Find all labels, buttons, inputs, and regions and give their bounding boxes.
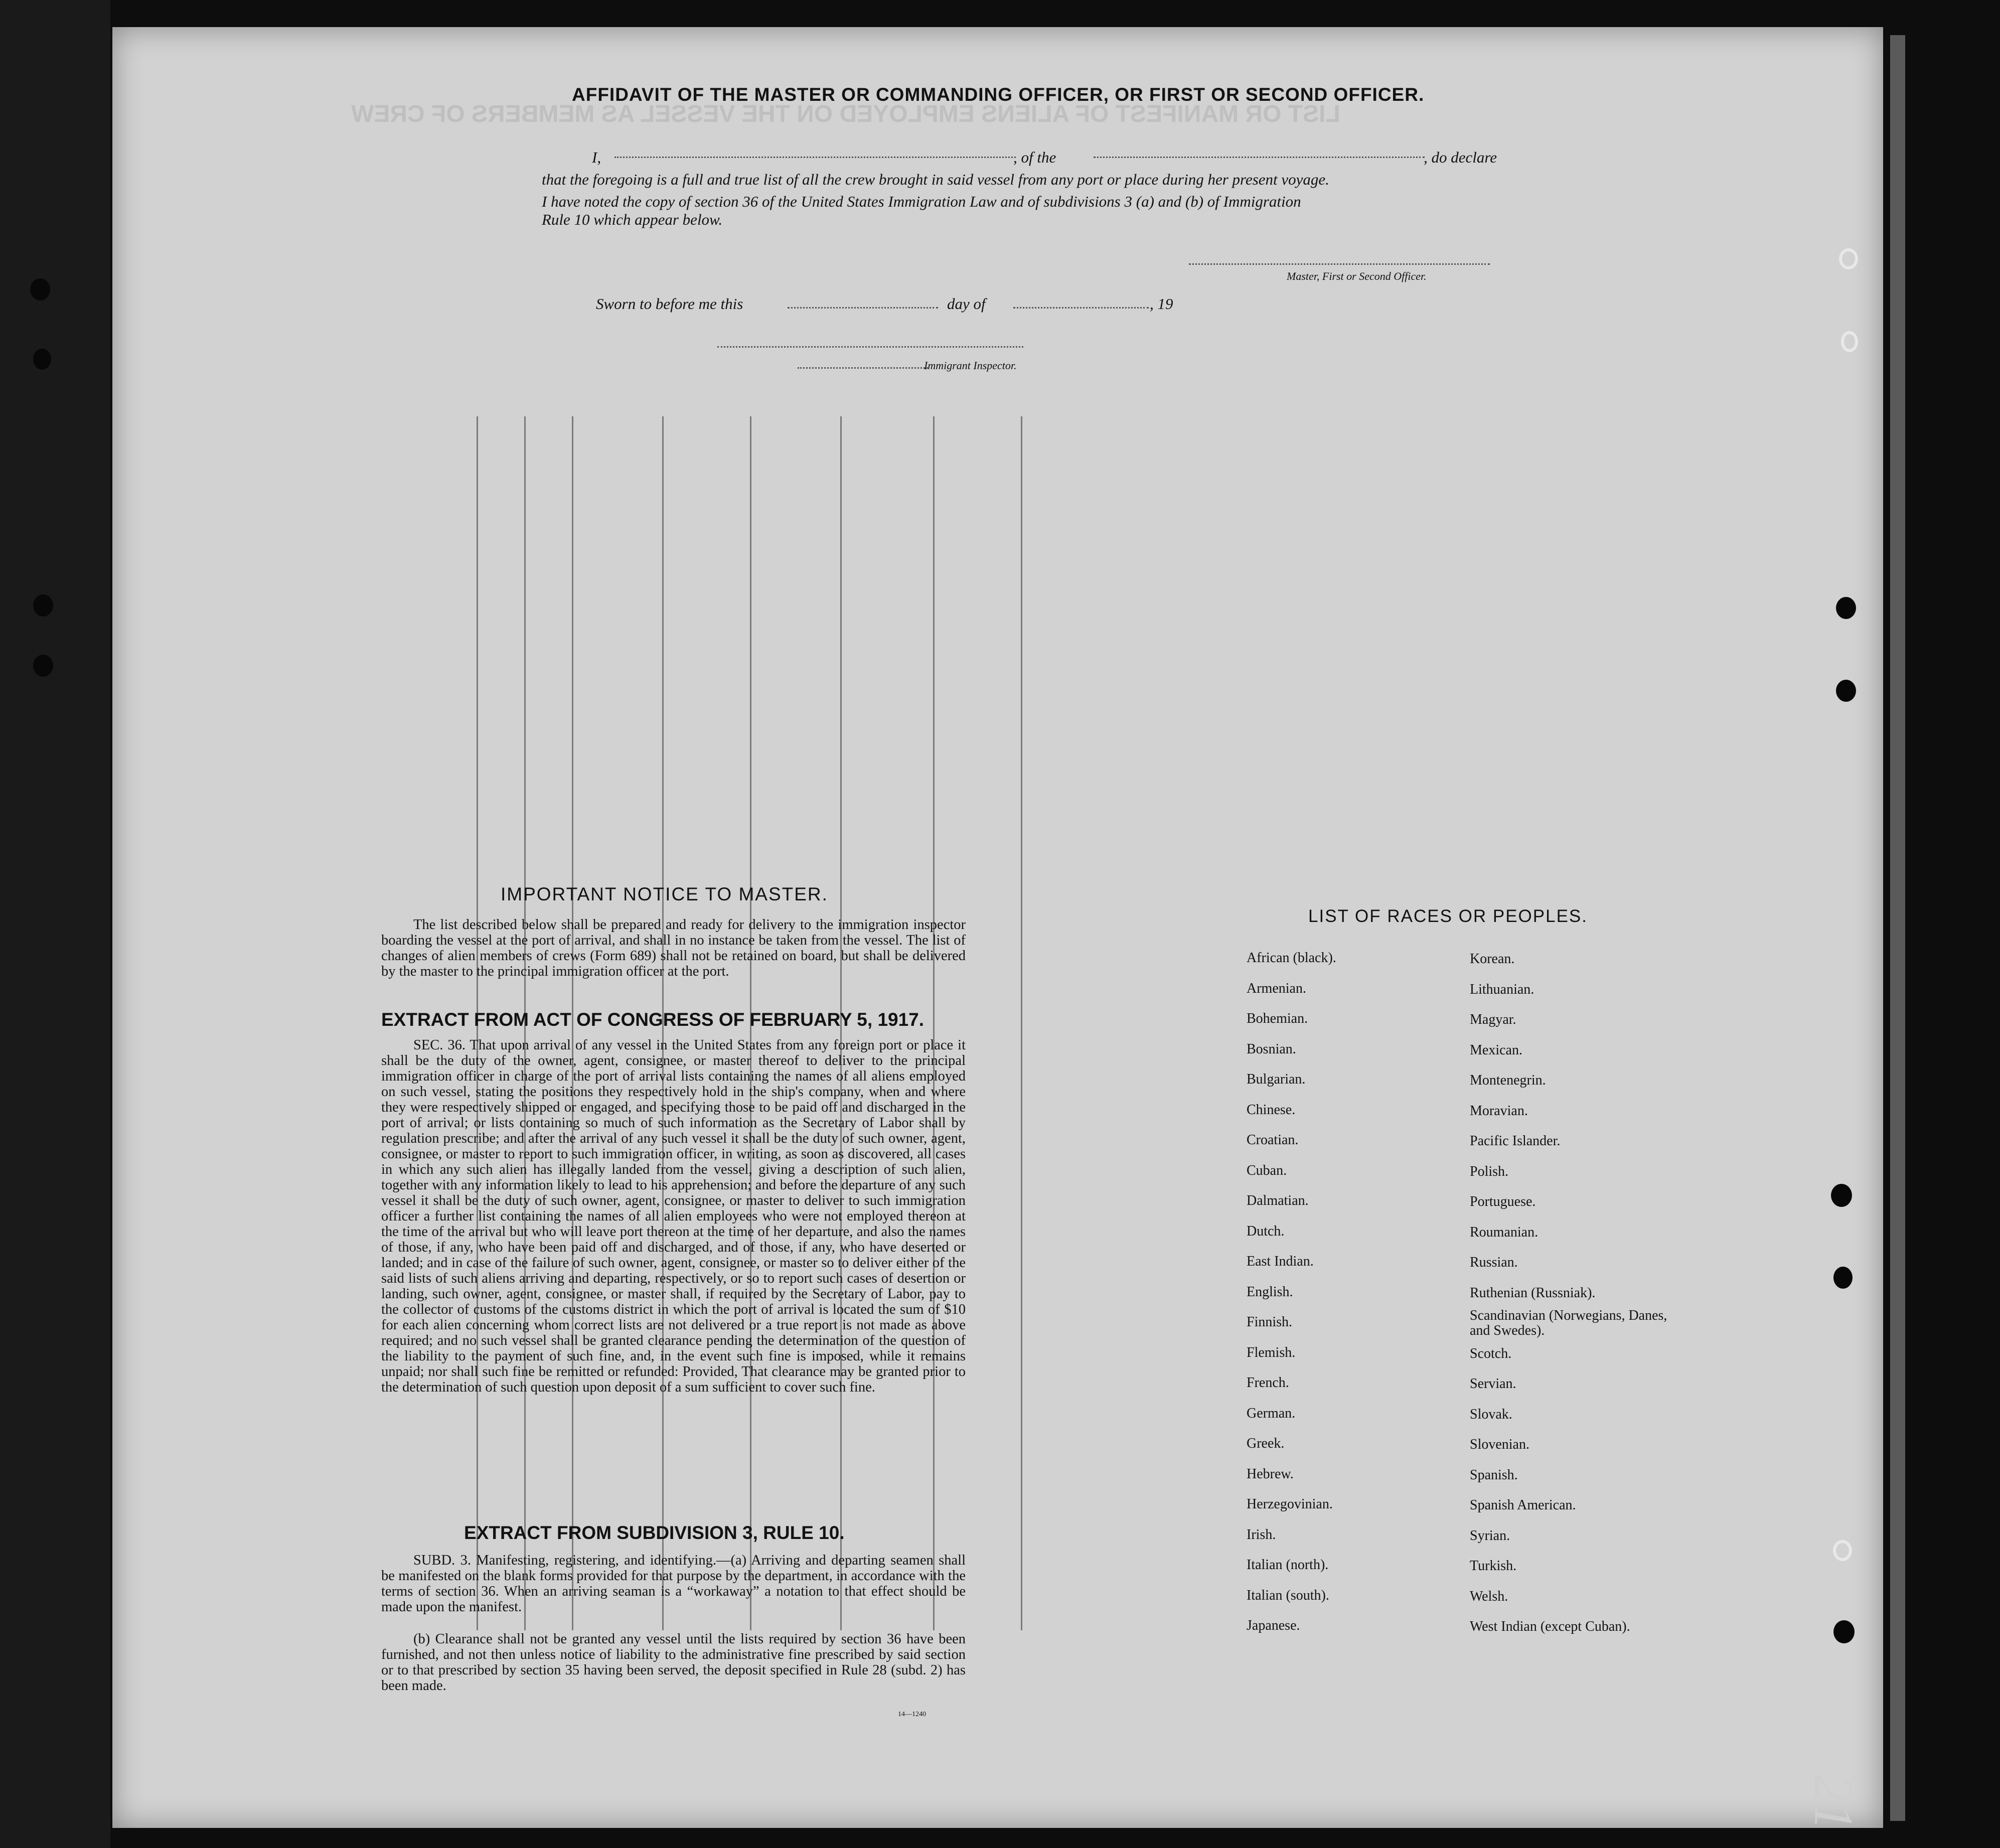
race-entry: Irish.: [1247, 1526, 1276, 1543]
race-entry: Greek.: [1247, 1436, 1285, 1451]
rule-extract-text-b: (b) Clearance shall not be granted any vessel until the lists required by section 36 have been furnished, and not then unless notice of liability to the administrative fine prescribed by said section or to that prescribed by section 35 having been served, the deposit specified in Rule 28 (subd. 2) has been made.: [381, 1631, 966, 1693]
binding-hole-ring: [1833, 1540, 1852, 1561]
binding-hole: [33, 655, 53, 677]
column-rule: [933, 416, 935, 1630]
inspector-label: Immigrant Inspector.: [924, 359, 1017, 372]
rule-extract-text-a: SUBD. 3. Manifesting, registering, and identifying.—(a) Arriving and departing seamen shall be manifested on the blank forms provided for that purpose by the department, in accordance with the terms of section 36. When an arriving seaman is a “workaway” a notation to that effect should be made upon the manifest.: [381, 1553, 966, 1615]
race-entry: Bulgarian.: [1247, 1071, 1306, 1087]
race-entry: Servian.: [1470, 1376, 1516, 1392]
race-entry: Flemish.: [1247, 1344, 1296, 1360]
race-entry: Polish.: [1470, 1163, 1509, 1179]
affidavit-i: I,: [592, 148, 601, 166]
binding-hole: [1833, 1620, 1855, 1643]
race-entry: Cuban.: [1247, 1162, 1287, 1178]
binding-hole: [30, 278, 50, 300]
sworn-month-line: [1013, 307, 1149, 309]
races-title: LIST OF RACES OR PEOPLES.: [1308, 906, 1588, 926]
race-entry: Syrian.: [1470, 1527, 1510, 1544]
affidavit-title: AFFIDAVIT OF THE MASTER OR COMMANDING OFFICER, OR FIRST OR SECOND OFFICER.: [572, 84, 1425, 105]
binding-hole: [1831, 1184, 1852, 1207]
race-entry: Spanish.: [1470, 1467, 1518, 1483]
race-entry: Bohemian.: [1247, 1011, 1308, 1026]
act-extract-text: SEC. 36. That upon arrival of any vessel in the United States from any foreign port or place it shall be the duty of the owner, agent, consignee, or master thereof to deliver to the principal immigration officer in charge of the port of arrival lists containing the names of all aliens employed on such vessel, stating the positions they respectively hold in the ship's company, when and where they were respectively shipped or engaged, and specifying those to be paid off and discharged in the port of arrival; or lists containing so much of such information as the Secretary of Labor shall by regulation prescribe; and after the arrival of any such vessel it shall be the duty of such owner, agent, consignee, or master to report to such immigration officer, in writing, as soon as discovered, all cases in which any such alien has illegally landed from the vessel, giving a description of such alien, together with any information likely to lead to his apprehension; and before the departure of any such vessel it shall be the duty of such owner, agent, consignee, or master to deliver to such immigration officer a further list containing the names of all alien employees who were not employed thereon at the time of the arrival but who will leave port thereon at the time of her departure, and also the names of those, if any, who have been paid off and discharged, and of those, if any, who have deserted or landed; and in case of the failure of such owner, agent, consignee, or master so to deliver either of the said lists of such aliens arriving and departing, respectively, or so to report such cases of desertion or landing, such owner, agent, consignee, or master shall, if required by the Secretary of Labor, pay to the collector of customs of the customs district in which the port of arrival is located the sum of $10 for each alien concerning whom correct lists are not delivered or a true report is not made as above required; and no such vessel shall be granted clearance pending the determination of the question of the liability to the payment of such fine, and, in the event such fine is imposed, while it remains unpaid; nor shall such fine be remitted or refunded: Provided, That clearance may be granted prior to the determination of such question upon deposit of a sum sufficient to cover such fine.: [381, 1037, 966, 1395]
affidavit-line-3: I have noted the copy of section 36 of the United States Immigration Law and of subdivisions 3 (a) and (b) of Immigration: [542, 193, 1301, 210]
race-entry: East Indian.: [1247, 1254, 1314, 1269]
race-entry: Mexican.: [1470, 1042, 1522, 1058]
scan-left-edge: [0, 0, 110, 1848]
race-entry: Korean.: [1470, 951, 1515, 967]
race-entry: African (black).: [1247, 950, 1336, 966]
affidavit-line-4: Rule 10 which appear below.: [542, 211, 723, 228]
binding-hole: [33, 349, 51, 370]
race-entry: West Indian (except Cuban).: [1470, 1619, 1630, 1634]
inspector-signature-line: [717, 346, 1023, 348]
affidavit-of-the: , of the: [1013, 148, 1056, 166]
name-line: [614, 157, 1016, 158]
race-entry: Italian (north).: [1247, 1557, 1329, 1573]
race-entry: English.: [1247, 1284, 1293, 1300]
affidavit-do-declare: , do declare: [1424, 148, 1497, 166]
race-entry: Pacific Islander.: [1470, 1133, 1561, 1149]
binding-hole-ring: [1841, 331, 1858, 352]
binding-hole: [1836, 597, 1856, 619]
races-column-1: [1247, 943, 1336, 1641]
race-entry: Turkish.: [1470, 1558, 1517, 1574]
race-entry: Portuguese.: [1470, 1194, 1536, 1209]
binding-hole: [33, 594, 53, 617]
race-entry: Montenegrin.: [1470, 1072, 1546, 1088]
race-entry: Moravian.: [1470, 1103, 1528, 1119]
form-number: 14—1240: [898, 1711, 926, 1718]
race-entry: Spanish American.: [1470, 1497, 1576, 1513]
sworn-label: Sworn to before me this: [596, 295, 743, 313]
race-entry: Slovenian.: [1470, 1437, 1529, 1452]
column-rule: [1021, 416, 1022, 1630]
race-entry: Chinese.: [1247, 1102, 1296, 1118]
sworn-day-line: [788, 307, 938, 309]
rule-extract-title: EXTRACT FROM SUBDIVISION 3, RULE 10.: [464, 1522, 845, 1543]
paper-right-edge: [1890, 35, 1905, 1821]
race-entry: Welsh.: [1470, 1588, 1508, 1604]
race-entry: Armenian.: [1247, 980, 1306, 996]
affidavit-line-2: that the foregoing is a full and true list of all the crew brought in said vessel from any port or place during her present voyage.: [542, 171, 1329, 188]
master-signature-line: [1189, 263, 1490, 265]
race-entry: Scotch.: [1470, 1345, 1512, 1361]
race-entry: Scandinavian (Norwegians, Danes, and Swedes).: [1470, 1308, 1667, 1338]
race-entry: German.: [1247, 1405, 1296, 1421]
bleed-through-title: LIST OR MANIFEST OF ALIENS EMPLOYED ON THE VESSEL AS MEMBERS OF CREW: [351, 101, 1340, 127]
vessel-line: [1094, 157, 1425, 158]
day-of-label: day of: [947, 295, 986, 313]
race-entry: Finnish.: [1247, 1314, 1293, 1330]
race-entry: Croatian.: [1247, 1132, 1299, 1148]
race-entry: Lithuanian.: [1470, 981, 1534, 997]
race-entry: French.: [1247, 1375, 1289, 1391]
race-entry: Dalmatian.: [1247, 1193, 1309, 1208]
master-signature-label: Master, First or Second Officer.: [1287, 270, 1427, 282]
binding-hole-ring: [1839, 248, 1858, 269]
race-entry: Bosnian.: [1247, 1041, 1296, 1057]
sworn-year: , 19: [1150, 295, 1173, 313]
binding-hole: [1836, 680, 1856, 702]
race-entry: Ruthenian (Russniak).: [1470, 1285, 1596, 1301]
race-entry: Italian (south).: [1247, 1587, 1329, 1603]
page-number-mark: 21: [1803, 1775, 1865, 1830]
act-extract-title: EXTRACT FROM ACT OF CONGRESS OF FEBRUARY 5, 1917.: [381, 1009, 925, 1030]
race-entry: Hebrew.: [1247, 1466, 1294, 1482]
race-entry: Slovak.: [1470, 1406, 1512, 1422]
notice-title: IMPORTANT NOTICE TO MASTER.: [501, 884, 828, 904]
race-entry: Roumanian.: [1470, 1224, 1539, 1240]
races-column-2: [1470, 944, 1670, 1642]
inspector-signature-line-2: [798, 367, 928, 369]
race-entry: Herzegovinian.: [1247, 1496, 1333, 1512]
race-entry: Magyar.: [1470, 1012, 1516, 1027]
binding-hole: [1833, 1267, 1853, 1289]
race-entry: Dutch.: [1247, 1223, 1285, 1239]
notice-text: The list described below shall be prepared and ready for delivery to the immigration inspector boarding the vessel at the port of arrival, and shall in no instance be taken from the vessel. The list of changes of alien members of crews (Form 689) shall not be retained on board, but shall be delivered by the master to the principal immigration officer at the port.: [381, 917, 966, 979]
race-entry: Japanese.: [1247, 1618, 1300, 1633]
race-entry: Russian.: [1470, 1255, 1518, 1270]
